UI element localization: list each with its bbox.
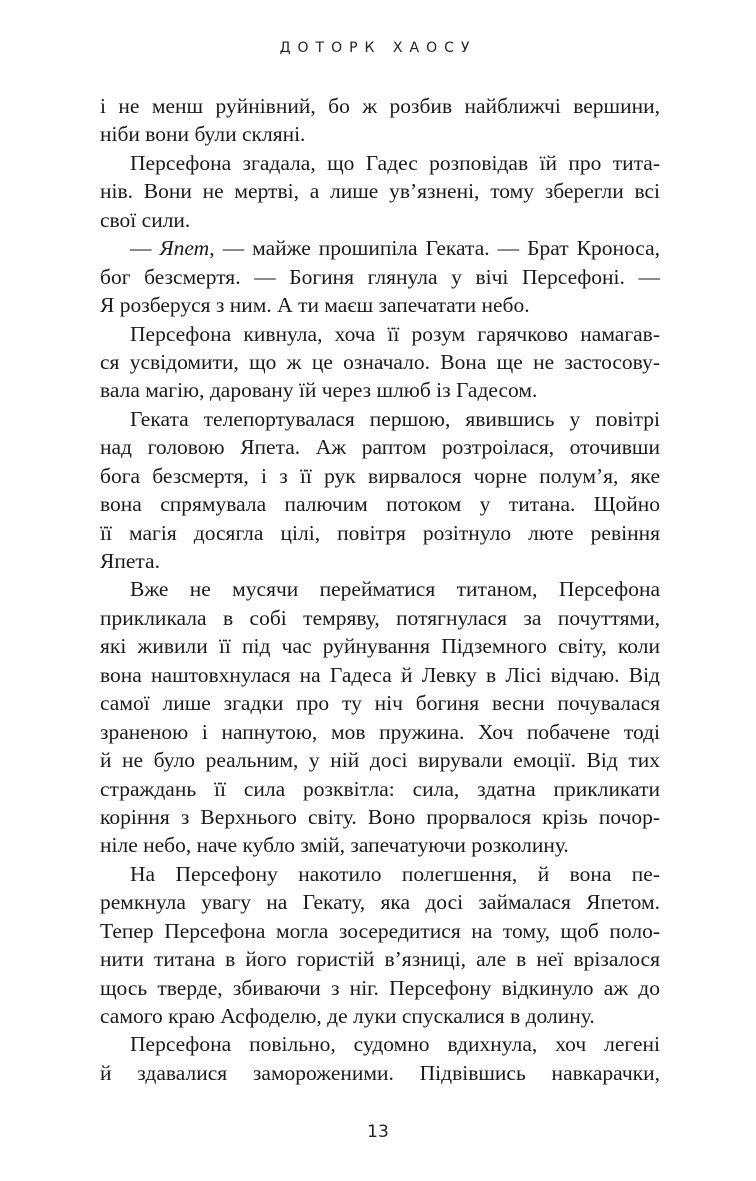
text-line: самого краю Асфоделю, де луки спускалися в долину. bbox=[100, 1004, 595, 1028]
text-line: Тепер Персефона могла зосередитися на тому, щоб поло- bbox=[100, 918, 660, 943]
text-line: нити титана в його гористій в’язниці, але в неї врізалося bbox=[100, 947, 660, 972]
paragraph bbox=[100, 320, 660, 405]
body-text bbox=[100, 92, 660, 1087]
text-line: самої лише згадки про ту ніч богиня весни почувалася bbox=[100, 691, 660, 716]
text-line: прикликала в собі темряву, потягнулася за почуттями, bbox=[100, 605, 660, 630]
text-line: — Япет, — майже прошипіла Геката. — Брат Кроноса, bbox=[130, 236, 661, 261]
text-line: Я розберуся з ним. А ти маєш запечатати небо. bbox=[100, 293, 530, 318]
text-line: над головою Япета. Аж раптом розтроілася, оточивши bbox=[100, 435, 660, 460]
text-line: вона наштовхнулася на Гадеса й Левку в Лісі відчаю. Від bbox=[100, 662, 660, 687]
text-line: вона спрямувала палючим потоком у титана. Щойно bbox=[100, 492, 660, 517]
paragraph bbox=[100, 860, 660, 1031]
text-line: зраненою і напнутою, мов пружина. Хоч побачене тоді bbox=[100, 719, 660, 744]
italic-name: Япет bbox=[159, 236, 210, 261]
text-line: Геката телепортувалася першою, явившись у повітрі bbox=[130, 406, 660, 431]
text-line: ремкнула увагу на Гекату, яка досі займалася Япетом. bbox=[100, 890, 660, 915]
text-line: Япета. bbox=[100, 549, 160, 573]
paragraph bbox=[100, 92, 660, 149]
text-line: Персефона згадала, що Гадес розповідав їй про тита- bbox=[130, 150, 660, 175]
paragraph bbox=[100, 405, 660, 576]
text-line: й не було реальним, у ній досі вирували емоції. Від тих bbox=[100, 748, 660, 773]
text-line: вала магію, даровану їй через шлюб із Гадесом. bbox=[100, 378, 538, 403]
text-line: й здавалися замороженими. Підвівшись навкарачки, bbox=[100, 1060, 660, 1085]
text-line: страждань її сила розквітла: сила, здатна прикликати bbox=[100, 776, 660, 801]
text-line: коріння з Верхнього світу. Воно прорвалося крізь почор- bbox=[100, 804, 660, 829]
text-line: щось тверде, збиваючи з ніг. Персефону відкинуло аж до bbox=[100, 975, 660, 1000]
text-line: Персефона кивнула, хоча її розум гарячково намагав- bbox=[130, 321, 660, 346]
text-line: Вже не мусячи перейматися титаном, Персефона bbox=[130, 577, 660, 602]
text-line: ся усвідомити, що ж це означало. Вона ще не застосову- bbox=[100, 349, 660, 374]
page-number: 13 bbox=[367, 1122, 389, 1142]
text-line: бог безсмертя. — Богиня глянула у вічі Персефоні. — bbox=[100, 264, 660, 289]
text-line: На Персефону накотило полегшення, й вона пе- bbox=[130, 861, 660, 886]
text-line: нів. Вони не мертві, а лише ув’язнені, тому зберегли всі bbox=[100, 179, 660, 204]
text-line: її магія досягла цілі, повітря розітнуло люте ревіння bbox=[100, 520, 660, 545]
paragraph bbox=[100, 575, 660, 859]
text-line: ніби вони були скляні. bbox=[100, 122, 306, 147]
text-line: Персефона повільно, судомно вдихнула, хоч легені bbox=[130, 1032, 660, 1057]
running-head: ДОТОРК ХАОСУ bbox=[279, 40, 477, 56]
text-line: бога безсмертя, і з її рук вирвалося чорне полум’я, яке bbox=[100, 463, 660, 488]
paragraph bbox=[100, 234, 660, 319]
text-line: ніле небо, наче кубло змій, запечатуючи розколину. bbox=[100, 833, 569, 858]
text-line: свої сили. bbox=[100, 207, 191, 232]
paragraph bbox=[100, 149, 660, 234]
paragraph bbox=[100, 1030, 660, 1087]
text-line: які живили її під час руйнування Підземного світу, коли bbox=[100, 634, 660, 659]
text-line: і не менш руйнівний, бо ж розбив найближчі вершини, bbox=[100, 94, 660, 118]
